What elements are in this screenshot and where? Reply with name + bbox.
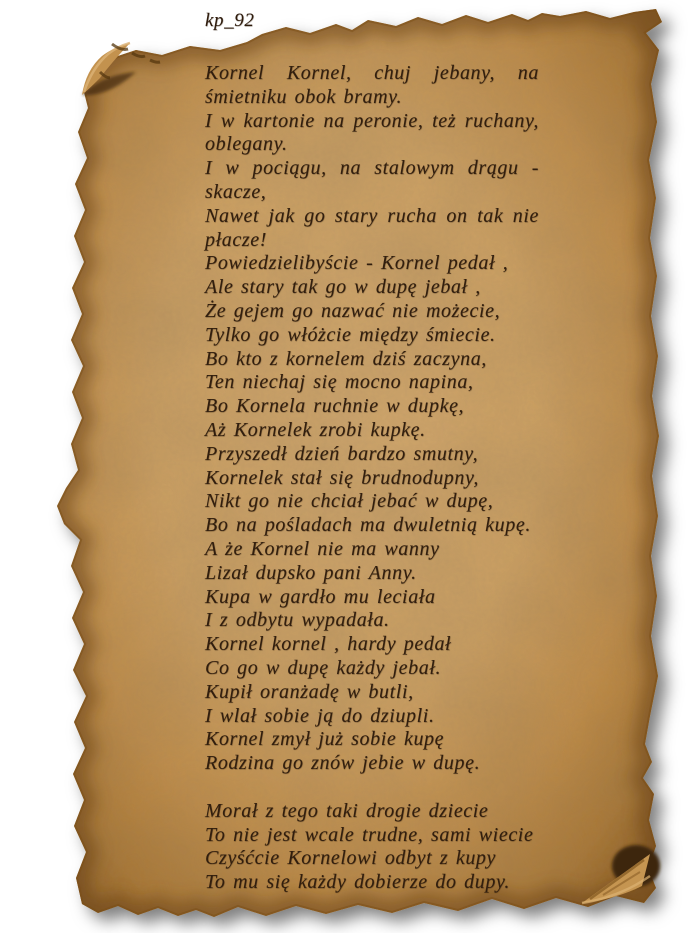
poem-line: Ten niechaj się mocno napina,	[205, 371, 474, 394]
poem-line: I w kartonie na peronie, też ruchany,	[205, 109, 539, 132]
poem-line: Kornel Kornel, chuj jebany, na	[205, 62, 539, 84]
poem-line: Bo Kornela ruchnie w dupkę,	[205, 395, 465, 418]
poem-moral-line: To nie jest wcale trudne, sami wiecie	[205, 823, 534, 846]
poem-line: Bo kto z kornelem dziś zaczyna,	[205, 347, 487, 370]
poem-line: Tylko go włóżcie między śmiecie.	[205, 323, 496, 346]
poem-line: Aż Kornelek zrobi kupkę.	[205, 418, 426, 441]
poem-line: Kornel kornel , hardy pedał	[205, 633, 452, 656]
poem-line: Nawet jak go stary rucha on tak nie	[205, 204, 539, 227]
poem-line: Bo na pośladach ma dwuletnią kupę.	[205, 514, 531, 537]
poem-line: skacze,	[205, 180, 267, 203]
poem-line: I z odbytu wypadała.	[205, 609, 390, 632]
poem-line: śmietniku obok bramy.	[205, 85, 403, 108]
author-signature: kp_92	[205, 10, 255, 31]
poem-line: Kornel zmył już sobie kupę	[205, 728, 445, 751]
stanza-gap	[205, 776, 539, 800]
poem-line: Kupa w gardło mu leciała	[205, 585, 436, 608]
poem-line: I wlał sobie ją do dziupli.	[205, 704, 435, 727]
poem-moral-line: Morał z tego taki drogie dziecie	[205, 799, 489, 822]
poem-line: Rodzina go znów jebie w dupę.	[205, 752, 481, 775]
poem-line: I w pociągu, na stalowym drągu -	[205, 157, 539, 180]
poem-line: Przyszedł dzień bardzo smutny,	[205, 442, 479, 465]
poem-line: Kornelek stał się brudnodupny,	[205, 466, 479, 489]
poem-line: Kupił oranżadę w butli,	[205, 680, 414, 703]
poem-moral-line: Czyśćcie Kornelowi odbyt z kupy	[205, 847, 496, 870]
poem-line: płacze!	[205, 228, 267, 251]
poem-line: Co go w dupę każdy jebał.	[205, 656, 442, 679]
poem-line: oblegany.	[205, 133, 288, 156]
poem-line: Nikt go nie chciał jebać w dupę,	[205, 490, 494, 513]
poem-line: Lizał dupsko pani Anny.	[205, 561, 417, 584]
poem-moral-line: To mu się każdy dobierze do dupy.	[205, 871, 510, 894]
poem-line: Że gejem go nazwać nie możecie,	[205, 299, 501, 322]
poem-line: Ale stary tak go w dupę jebał ,	[205, 276, 481, 299]
poem-line: Powiedzielibyście - Kornel pedał ,	[205, 252, 509, 275]
poem-text	[205, 62, 539, 895]
poem-line: A że Kornel nie ma wanny	[205, 537, 440, 560]
